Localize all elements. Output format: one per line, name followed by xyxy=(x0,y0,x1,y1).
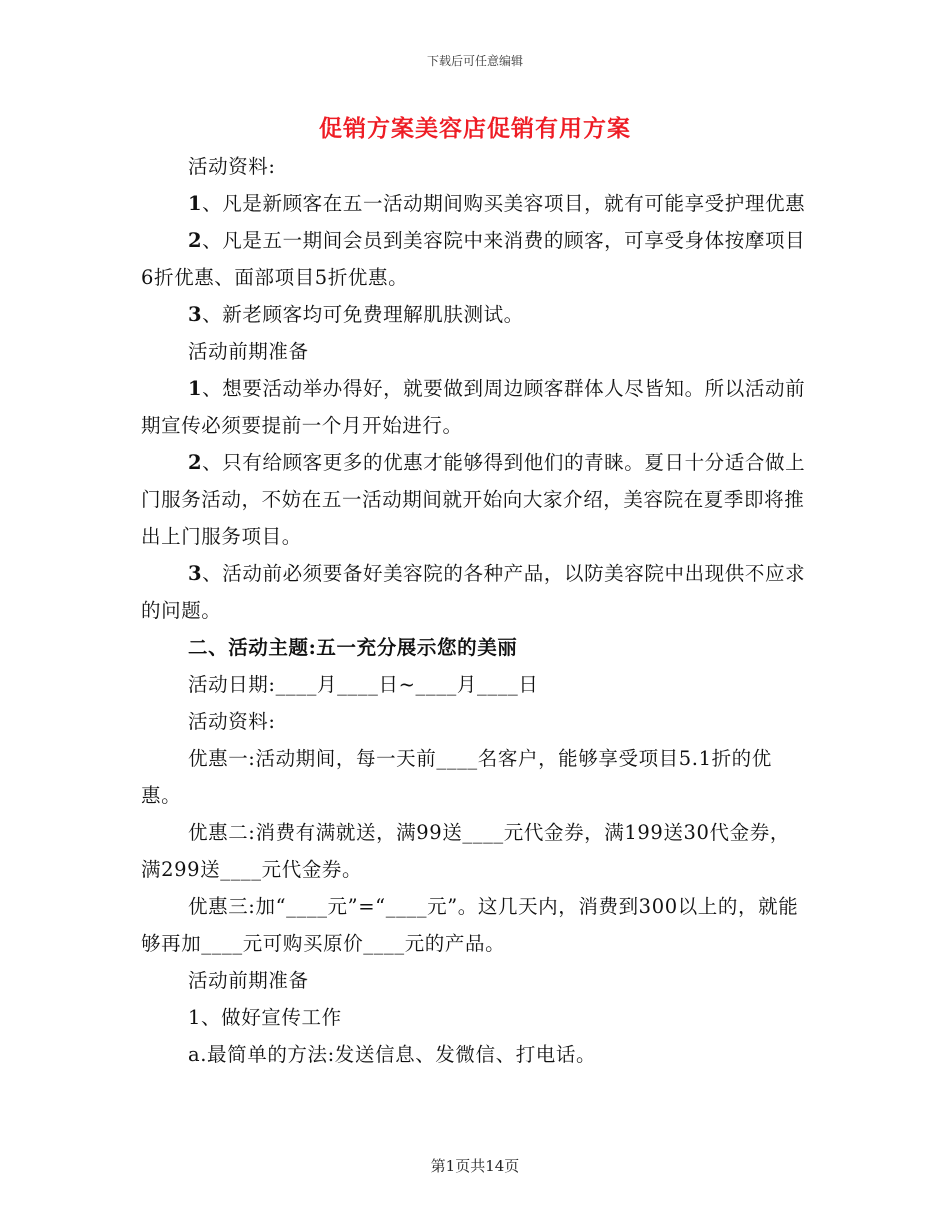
paragraph: 优惠三:加“____元”=“____元”。这几天内，消费到300以上的，就能够再加____元可购买原价____元的产品。 xyxy=(141,895,799,955)
page-footer: 第1页共14页 xyxy=(430,1157,520,1175)
paragraph: 活动资料: xyxy=(188,155,276,178)
paragraph: 活动前期准备 xyxy=(188,969,309,992)
document-body xyxy=(141,148,809,1073)
paragraph: a.最简单的方法:发送信息、发微信、打电话。 xyxy=(188,1043,597,1066)
paragraph: 活动日期:____月____日~____月____日 xyxy=(188,673,539,696)
paragraph: 优惠一:活动期间，每一天前____名客户，能够享受项目5.1折的优惠。 xyxy=(141,747,772,807)
page-header: 下载后可任意编辑 xyxy=(426,54,523,68)
paragraph: 2、凡是五一期间会员到美容院中来消费的顾客，可享受身体按摩项目6折优惠、面部项目5折优惠。 xyxy=(141,229,806,289)
paragraph: 活动资料: xyxy=(188,710,276,733)
paragraph: 3、活动前必须要备好美容院的各种产品，以防美容院中出现供不应求的问题。 xyxy=(141,562,806,622)
paragraph: 优惠二:消费有满就送，满99送____元代金券，满199送30代金券，满299送____元代金券。 xyxy=(141,821,790,881)
paragraph: 活动前期准备 xyxy=(188,340,309,363)
paragraph: 1、凡是新顾客在五一活动期间购买美容项目，就有可能享受护理优惠 xyxy=(188,192,806,215)
paragraph: 1、想要活动举办得好，就要做到周边顾客群体人尽皆知。所以活动前期宣传必须要提前一个月开始进行。 xyxy=(141,377,806,437)
paragraph: 2、只有给顾客更多的优惠才能够得到他们的青睐。夏日十分适合做上门服务活动，不妨在五一活动期间就开始向大家介绍，美容院在夏季即将推出上门服务项目。 xyxy=(141,451,806,548)
paragraph: 1、做好宣传工作 xyxy=(188,1006,342,1029)
section-heading: 二、活动主题:五一充分展示您的美丽 xyxy=(188,636,518,659)
document-title: 促销方案美容店促销有用方案 xyxy=(319,115,631,142)
paragraph: 3、新老顾客均可免费理解肌肤测试。 xyxy=(188,303,524,326)
